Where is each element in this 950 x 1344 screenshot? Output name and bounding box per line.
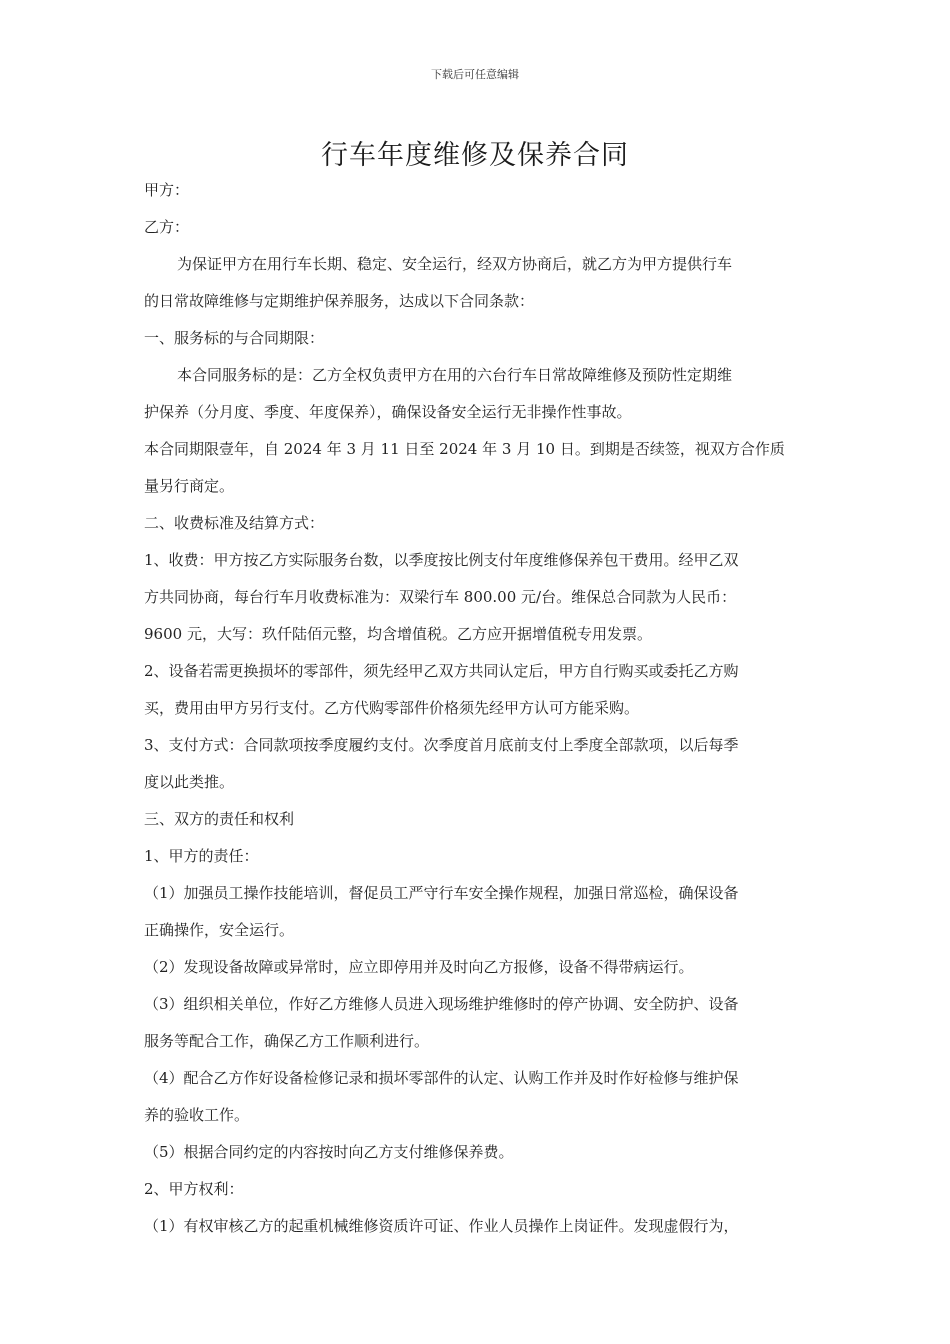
paragraph-line: （4）配合乙方作好设备检修记录和损坏零部件的认定、认购工作并及时作好检修与维护保 [144, 1069, 739, 1087]
paragraph-line: 为保证甲方在用行车长期、稳定、安全运行，经双方协商后，就乙方为甲方提供行车 [177, 255, 733, 273]
paragraph-line: （1）加强员工操作技能培训，督促员工严守行车安全操作规程，加强日常巡检，确保设备 [144, 884, 739, 902]
paragraph-line: （2）发现设备故障或异常时，应立即停用并及时向乙方报修，设备不得带病运行。 [144, 958, 694, 976]
paragraph-line: （3）组织相关单位，作好乙方维修人员进入现场维护维修时的停产协调、安全防护、设备 [144, 995, 739, 1013]
paragraph-line: 本合同服务标的是：乙方全权负责甲方在用的六台行车日常故障维修及预防性定期维 [177, 366, 733, 384]
paragraph-line: （1）有权审核乙方的起重机械维修资质许可证、作业人员操作上岗证件。发现虚假行为， [144, 1217, 739, 1235]
paragraph-line: 1、甲方的责任： [144, 847, 259, 865]
paragraph-line: 方共同协商，每台行车月收费标准为：双梁行车 800.00 元/台。维保总合同款为人民币： [144, 588, 737, 606]
paragraph-line: 2、甲方权利： [144, 1180, 244, 1198]
paragraph-line: 服务等配合工作，确保乙方工作顺利进行。 [144, 1032, 430, 1050]
document-body [144, 172, 808, 1245]
paragraph-line: 9600 元，大写：玖仟陆佰元整，均含增值税。乙方应开据增值税专用发票。 [144, 625, 652, 643]
paragraph-line: 的日常故障维修与定期维护保养服务，达成以下合同条款： [144, 292, 535, 310]
paragraph-line: 甲方： [144, 181, 190, 199]
header-note: 下载后可任意编辑 [431, 68, 519, 81]
paragraph-line: 本合同期限壹年，自 2024 年 3 月 11 日至 2024 年 3 月 10 日。到期是否续签，视双方合作质 [144, 440, 785, 458]
paragraph-line: 一、服务标的与合同期限： [144, 329, 325, 347]
paragraph-line: 养的验收工作。 [144, 1106, 250, 1124]
paragraph-line: 3、支付方式：合同款项按季度履约支付。次季度首月底前支付上季度全部款项，以后每季 [144, 736, 739, 754]
paragraph-line: 正确操作，安全运行。 [144, 921, 295, 939]
paragraph-line: 护保养（分月度、季度、年度保养），确保设备安全运行无非操作性事故。 [144, 403, 632, 421]
paragraph-line: 三、双方的责任和权利 [144, 810, 295, 828]
paragraph-line: 量另行商定。 [144, 477, 235, 495]
paragraph-line: 2、设备若需更换损坏的零部件，须先经甲乙双方共同认定后，甲方自行购买或委托乙方购 [144, 662, 739, 680]
paragraph-line: 买，费用由甲方另行支付。乙方代购零部件价格须先经甲方认可方能采购。 [144, 699, 640, 717]
paragraph-line: （5）根据合同约定的内容按时向乙方支付维修保养费。 [144, 1143, 514, 1161]
paragraph-line: 二、收费标准及结算方式： [144, 514, 325, 532]
paragraph-line: 度以此类推。 [144, 773, 235, 791]
document-title: 行车年度维修及保养合同 [321, 140, 629, 171]
paragraph-line: 乙方： [144, 218, 190, 236]
paragraph-line: 1、收费：甲方按乙方实际服务台数，以季度按比例支付年度维修保养包干费用。经甲乙双 [144, 551, 739, 569]
